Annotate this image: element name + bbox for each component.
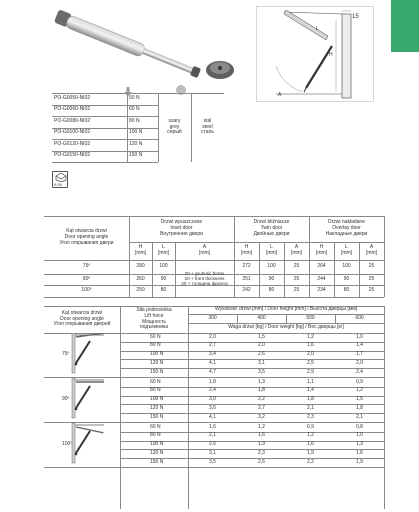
door-weight-value: 0,9	[307, 423, 314, 430]
material-label: stal steel сталь	[200, 117, 215, 136]
a-note: 20 + grubość frontu 20 + front thickness 20 + толщина фронта	[181, 270, 228, 287]
door-weight-value: 2,6	[258, 458, 265, 465]
door-weight-value: 4,7	[209, 368, 216, 375]
lift-force-value: 100 N	[150, 441, 164, 448]
subheader-symbol: H	[319, 244, 324, 251]
door-weight-header: Waga drzwi [kg] / Door weight [kg] / Вес дверцы [кг]	[228, 324, 344, 331]
row-divider	[52, 162, 158, 163]
force-icon	[123, 83, 133, 92]
dim-subheader-h	[309, 242, 334, 260]
product-force: 150 N	[129, 152, 143, 159]
weight-angle: 75º	[62, 351, 70, 358]
product-force: 120 N	[129, 140, 143, 147]
overlay-value: 25	[368, 275, 375, 282]
lift-force-value: 120 N	[150, 359, 164, 366]
overlay-value: 25	[368, 287, 375, 294]
subheader-unit: [mm]	[315, 250, 328, 256]
pack-label: A 50	[54, 182, 63, 187]
color-swatch-icon	[175, 82, 187, 92]
dim-subheader-a	[175, 242, 234, 260]
door-weight-value: 1,6	[356, 449, 363, 456]
strut-angle-illustration	[68, 378, 108, 420]
weight-angle: 90º	[62, 396, 70, 403]
subheader-symbol: L	[270, 244, 273, 251]
subheader-symbol: L	[162, 244, 165, 251]
lift-force-value: 150 N	[150, 368, 164, 375]
door-weight-value: 4,1	[209, 413, 216, 420]
door-weight-value: 1,2	[307, 432, 314, 439]
door-weight-value: 0,9	[356, 378, 363, 385]
inset-door-header: Drzwi wpuszczane Inset door Внутренние двери	[160, 219, 203, 237]
row-divider	[44, 467, 384, 468]
lift-force-value: 60 N	[150, 333, 161, 340]
twin-value: 25	[293, 275, 300, 282]
page-edge-bar	[391, 0, 419, 512]
door-weight-value: 1,9	[307, 449, 314, 456]
subheader-unit: [mm]	[134, 250, 147, 256]
color-label: szary grey серый	[167, 117, 182, 136]
inset-h: 260	[136, 275, 145, 282]
subheader-unit: [mm]	[290, 250, 303, 256]
door-weight-value: 2,2	[307, 458, 314, 465]
inset-h: 280	[136, 263, 145, 270]
overlay-value: 264	[317, 263, 326, 270]
door-weight-value: 1,3	[258, 378, 265, 385]
subheader-unit: [mm]	[265, 250, 278, 256]
door-weight-value: 1,8	[307, 396, 314, 403]
door-weight-value: 2,9	[307, 368, 314, 375]
lift-force-value: 150 N	[150, 458, 164, 465]
door-weight-value: 2,3	[258, 449, 265, 456]
inset-l: 100	[159, 263, 168, 270]
twin-value: 272	[242, 263, 251, 270]
twin-value: 242	[242, 287, 251, 294]
door-weight-value: 3,2	[258, 413, 265, 420]
subheader-unit: [mm]	[198, 250, 211, 256]
door-weight-value: 1,5	[356, 396, 363, 403]
overlay-value: 244	[317, 275, 326, 282]
strut-angle-illustration	[68, 333, 108, 375]
door-weight-value: 3,0	[209, 396, 216, 403]
dim-angle: 100º	[81, 287, 92, 294]
door-height-header: Wysokość drzwi [mm] / Door height [mm] / Высота дверцы [мм]	[214, 306, 358, 313]
door-weight-value: 2,2	[258, 396, 265, 403]
product-code: PO-G0120-NI02	[54, 140, 91, 147]
inset-l: 90	[160, 275, 167, 282]
door-weight-value: 1,4	[307, 387, 314, 394]
overlay-value: 25	[368, 263, 375, 270]
product-code: PO-G0050-NI02	[54, 94, 91, 101]
product-code: PO-G0150-NI02	[54, 152, 91, 159]
lift-force-header: Siła podnośnika Lift force Мощность подъемника	[136, 307, 172, 331]
product-code: PO-G0100-NI02	[54, 129, 91, 136]
product-code: PO-G0060-NI02	[54, 106, 91, 113]
door-weight-value: 2,1	[307, 404, 314, 411]
lift-force-value: 100 N	[150, 396, 164, 403]
door-weight-value: 2,6	[258, 351, 265, 358]
door-height-500: 500	[306, 314, 315, 321]
door-height-400: 400	[257, 314, 266, 321]
subheader-unit: [mm]	[365, 250, 378, 256]
dim-subheader-l	[259, 242, 284, 260]
strut-diagram-icon	[68, 378, 108, 420]
product-force: 50 N	[129, 94, 140, 101]
lift-force-value: 150 N	[150, 413, 164, 420]
door-weight-value: 1,3	[356, 441, 363, 448]
lift-force-value: 80 N	[150, 432, 161, 439]
twin-door-header: Drzwi bliźniacze Twin door Двойные двери	[253, 219, 290, 237]
door-weight-value: 1,8	[258, 387, 265, 394]
dim-angle-header: Kąt otwarcia drzwi Door opening angle Угол открывания двери	[59, 228, 114, 246]
dim-subheader-h	[234, 242, 259, 260]
door-weight-value: 1,9	[258, 441, 265, 448]
door-weight-value: 3,1	[209, 449, 216, 456]
lift-force-value: 80 N	[150, 342, 161, 349]
door-weight-value: 3,1	[258, 359, 265, 366]
subheader-symbol: A	[294, 244, 299, 251]
door-weight-value: 3,5	[209, 458, 216, 465]
dim-subheader-l	[334, 242, 359, 260]
door-weight-value: 2,0	[307, 351, 314, 358]
twin-value: 251	[242, 275, 251, 282]
door-weight-value: 1,8	[356, 404, 363, 411]
subheader-symbol: L	[345, 244, 348, 251]
door-weight-value: 1,6	[307, 441, 314, 448]
product-force: 80 N	[129, 117, 140, 124]
door-weight-value: 1,0	[356, 432, 363, 439]
door-weight-value: 1,0	[356, 333, 363, 340]
door-height-300: 300	[208, 314, 217, 321]
subheader-unit: [mm]	[240, 250, 253, 256]
door-weight-value: 3,4	[209, 351, 216, 358]
lift-force-value: 80 N	[150, 387, 161, 394]
door-weight-value: 2,6	[209, 441, 216, 448]
overlay-value: 100	[342, 263, 351, 270]
door-weight-value: 2,0	[209, 333, 216, 340]
door-weight-value: 1,2	[258, 423, 265, 430]
dim-a-label: A	[278, 92, 282, 98]
door-weight-value: 2,1	[209, 432, 216, 439]
lift-force-value: 120 N	[150, 449, 164, 456]
twin-value: 25	[293, 263, 300, 270]
lift-force-value: 100 N	[150, 351, 164, 358]
door-weight-value: 2,4	[209, 387, 216, 394]
overlay-value: 234	[317, 287, 326, 294]
door-weight-value: 2,5	[307, 359, 314, 366]
door-weight-value: 1,8	[209, 378, 216, 385]
door-weight-value: 1,1	[307, 378, 314, 385]
product-force: 60 N	[129, 106, 140, 113]
twin-value: 90	[268, 275, 275, 282]
mounting-diagram	[256, 6, 374, 102]
dim-subheader-a	[284, 242, 309, 260]
overlay-value: 90	[343, 275, 350, 282]
accent-tab	[391, 0, 419, 52]
door-weight-value: 2,1	[356, 413, 363, 420]
dim-h-label: H	[329, 52, 333, 58]
door-weight-value: 0,8	[356, 423, 363, 430]
door-weight-value: 3,6	[209, 404, 216, 411]
subheader-symbol: A	[369, 244, 374, 251]
twin-value: 100	[267, 263, 276, 270]
door-weight-value: 2,0	[258, 342, 265, 349]
dim-subheader-l	[152, 242, 175, 260]
weight-angle: 100º	[62, 441, 73, 448]
twin-value: 80	[268, 287, 275, 294]
dim-l-label: L	[316, 26, 319, 32]
door-weight-value: 2,3	[307, 413, 314, 420]
door-weight-value: 1,2	[356, 387, 363, 394]
lift-force-value: 120 N	[150, 404, 164, 411]
strut-diagram-icon	[68, 333, 108, 375]
door-weight-value: 1,7	[356, 351, 363, 358]
dim-angle: 75º	[82, 263, 91, 270]
weight-angle-header: Kąt otwarcia drzwi Door opening angle Угол открывания дверей	[53, 309, 111, 328]
lift-force-value: 60 N	[150, 423, 161, 430]
lift-force-value: 60 N	[150, 378, 161, 385]
product-code: PO-G0080-NI02	[54, 117, 91, 124]
door-weight-value: 1,4	[356, 342, 363, 349]
door-weight-value: 2,7	[258, 404, 265, 411]
dim-15-label: 15	[352, 14, 359, 20]
door-weight-value: 1,6	[307, 342, 314, 349]
box-pack-icon	[52, 171, 68, 188]
door-weight-value: 3,5	[258, 368, 265, 375]
door-weight-value: 1,6	[209, 423, 216, 430]
door-weight-value: 4,1	[209, 359, 216, 366]
subheader-unit: [mm]	[340, 250, 353, 256]
door-weight-value: 1,2	[307, 333, 314, 340]
subheader-symbol: A	[202, 244, 207, 251]
subheader-symbol: H	[138, 244, 143, 251]
dim-subheader-h	[129, 242, 152, 260]
dim-subheader-a	[359, 242, 384, 260]
door-weight-value: 2,7	[209, 342, 216, 349]
inset-h: 250	[136, 287, 145, 294]
strut-diagram-icon	[68, 423, 108, 465]
inset-l: 80	[160, 287, 167, 294]
subheader-unit: [mm]	[157, 250, 170, 256]
door-height-600: 600	[355, 314, 364, 321]
subheader-symbol: H	[244, 244, 249, 251]
door-weight-value: 1,5	[258, 333, 265, 340]
door-weight-value: 1,6	[258, 432, 265, 439]
strut-angle-illustration	[68, 423, 108, 465]
gas-strut-photo	[38, 4, 248, 80]
overlay-door-header: Drzwi nakładane Overlay door Накладные двери	[325, 219, 368, 237]
door-weight-value: 2,4	[356, 368, 363, 375]
product-force: 100 N	[129, 129, 143, 136]
door-weight-value: 1,9	[356, 458, 363, 465]
twin-value: 25	[293, 287, 300, 294]
door-weight-value: 2,0	[356, 359, 363, 366]
overlay-value: 80	[343, 287, 350, 294]
dim-angle: 90º	[82, 275, 91, 282]
